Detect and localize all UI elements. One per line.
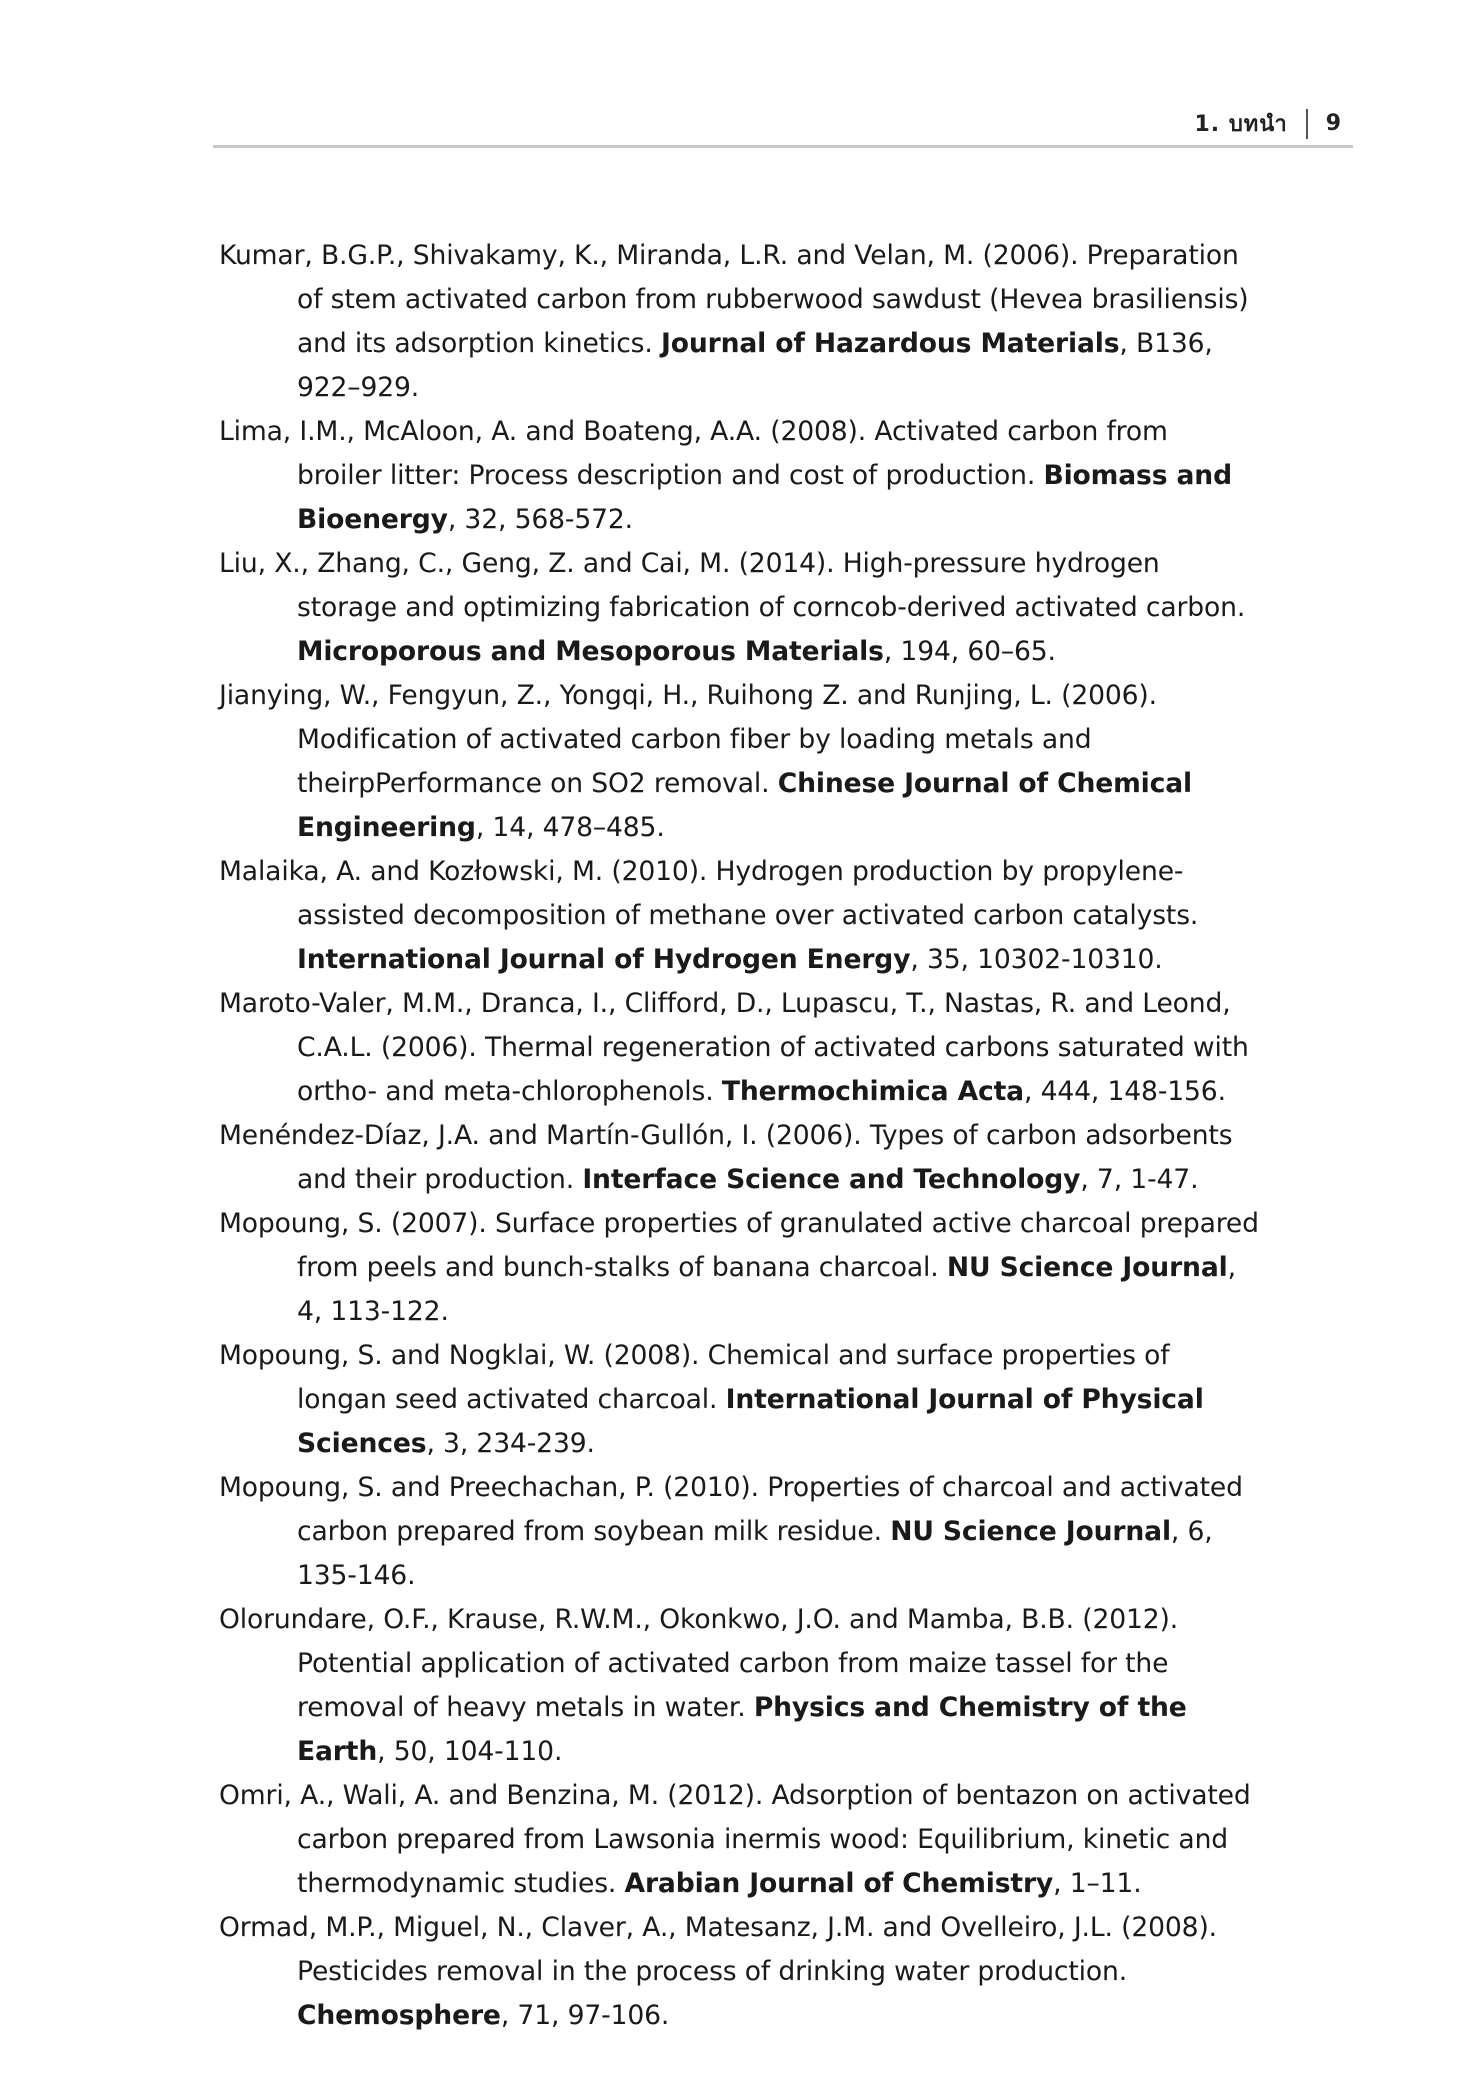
page-header (213, 96, 1353, 148)
reference-details: , 194, 60–65. (883, 636, 1056, 667)
chapter-title: 1. บทนำ (1194, 112, 1288, 137)
reference-entry (219, 1466, 1259, 1598)
reference-details: , 444, 148-156. (1023, 1076, 1226, 1107)
reference-details: , B136, 922–929. (297, 328, 1213, 403)
reference-journal: Biomass and Bioenergy (297, 460, 1232, 535)
reference-details: , 71, 97-106. (500, 2000, 670, 2031)
reference-list (219, 234, 1259, 2038)
reference-journal: NU Science Journal (946, 1252, 1228, 1283)
reference-entry (219, 674, 1259, 850)
reference-journal: NU Science Journal (890, 1516, 1171, 1547)
reference-journal: Interface Science and Technology (582, 1164, 1081, 1195)
reference-text: Ormad, M.P., Miguel, N., Claver, A., Matesanz, J.M. and Ovelleiro, J.L. (2008). Pesticides removal in the process of drinking water production. (219, 1912, 1217, 1987)
header-separator (1306, 109, 1308, 139)
reference-text: Maroto-Valer, M.M., Dranca, I., Clifford, D., Lupascu, T., Nastas, R. and Leond, C.A.L. (2006). Thermal regeneration of activated carbons saturated with ortho- and meta-chlorophenols. (219, 988, 1249, 1107)
reference-text: Olorundare, O.F., Krause, R.W.M., Okonkwo, J.O. and Mamba, B.B. (2012). Potential application of activated carbon from maize tassel for the removal of heavy metals in water. (219, 1604, 1179, 1723)
reference-text: Jianying, W., Fengyun, Z., Yongqi, H., Ruihong Z. and Runjing, L. (2006). Modification of activated carbon fiber by loading metals and theirpPerformance on SO2 removal. (219, 680, 1157, 799)
reference-journal: Microporous and Mesoporous Materials (297, 636, 884, 667)
header-right (1195, 106, 1342, 141)
reference-entry (219, 1202, 1259, 1334)
reference-text: Kumar, B.G.P., Shivakamy, K., Miranda, L.R. and Velan, M. (2006). Preparation of stem activated carbon from rubberwood sawdust (Hevea brasiliensis) and its adsorption kinetics. (219, 240, 1249, 359)
reference-text: Malaika, A. and Kozłowski, M. (2010). Hydrogen production by propylene-assisted decomposition of methane over activated carbon catalysts. (219, 856, 1199, 931)
reference-journal: Arabian Journal of Chemistry (624, 1868, 1054, 1899)
reference-entry (219, 850, 1259, 982)
reference-entry (219, 1906, 1259, 2038)
reference-journal: Journal of Hazardous Materials (660, 328, 1120, 359)
reference-text: Liu, X., Zhang, C., Geng, Z. and Cai, M. (2014). High-pressure hydrogen storage and optimizing fabrication of corncob-derived activated carbon. (219, 548, 1246, 623)
reference-details: , 32, 568-572. (447, 504, 633, 535)
reference-journal: International Journal of Hydrogen Energy (297, 944, 911, 975)
reference-text: Mopoung, S. and Preechachan, P. (2010). Properties of charcoal and activated carbon prepared from soybean milk residue. (219, 1472, 1243, 1547)
reference-text: Lima, I.M., McAloon, A. and Boateng, A.A. (2008). Activated carbon from broiler litter: Process description and cost of production. (219, 416, 1168, 491)
reference-journal: Physics and Chemistry of the Earth (297, 1692, 1187, 1767)
reference-entry (219, 1598, 1259, 1774)
reference-details: , 7, 1-47. (1080, 1164, 1199, 1195)
reference-details: , 14, 478–485. (475, 812, 665, 843)
reference-entry (219, 1774, 1259, 1906)
reference-entry (219, 1114, 1259, 1202)
reference-entry (219, 542, 1259, 674)
page-number: 9 (1325, 111, 1341, 136)
reference-details: , 1–11. (1053, 1868, 1142, 1899)
reference-journal: Chemosphere (297, 2000, 501, 2031)
reference-journal: International Journal of Physical Sciences (297, 1384, 1204, 1459)
reference-details: , 3, 234-239. (426, 1428, 595, 1459)
reference-details: , 35, 10302-10310. (910, 944, 1163, 975)
reference-entry (219, 410, 1259, 542)
reference-entry (219, 1334, 1259, 1466)
reference-text: Menéndez-Díaz, J.A. and Martín-Gullón, I. (2006). Types of carbon adsorbents and their production. (219, 1120, 1233, 1195)
reference-text: Omri, A., Wali, A. and Benzina, M. (2012). Adsorption of bentazon on activated carbon prepared from Lawsonia inermis wood: Equilibrium, kinetic and thermodynamic studies. (219, 1780, 1251, 1899)
reference-details: , 50, 104-110. (377, 1736, 563, 1767)
reference-details: , 6, 135-146. (297, 1516, 1213, 1591)
reference-entry (219, 982, 1259, 1114)
reference-journal: Chinese Journal of Chemical Engineering (297, 768, 1193, 843)
reference-text: Mopoung, S. (2007). Surface properties of granulated active charcoal prepared from peels and bunch-stalks of banana charcoal. (219, 1208, 1259, 1283)
reference-entry (219, 234, 1259, 410)
reference-journal: Thermochimica Acta (721, 1076, 1024, 1107)
reference-text: Mopoung, S. and Nogklai, W. (2008). Chemical and surface properties of longan seed activated charcoal. (219, 1340, 1170, 1415)
reference-details: , 4, 113-122. (297, 1252, 1236, 1327)
